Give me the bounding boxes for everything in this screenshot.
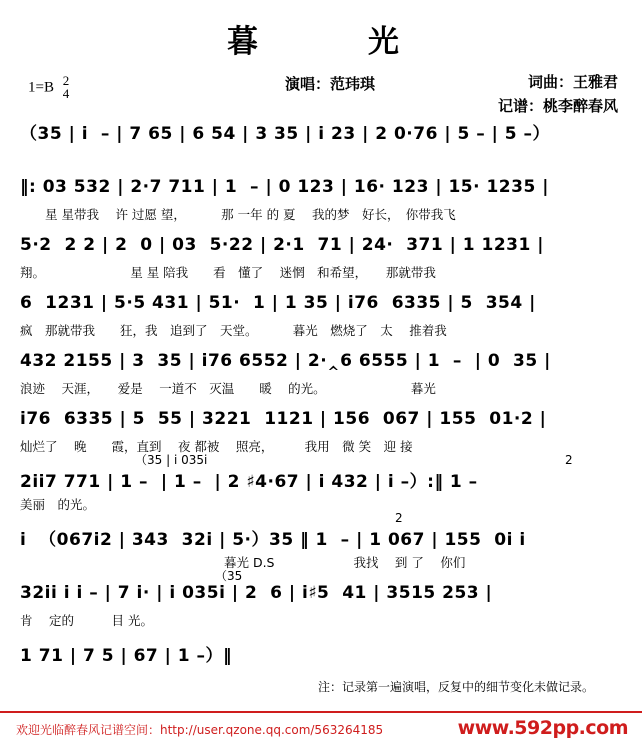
key-label: 1= bbox=[28, 79, 44, 96]
time-signature bbox=[63, 74, 70, 100]
footer-site-logo: www.592pp.com bbox=[457, 717, 628, 739]
notation-row: 432 2155 | 3 35 | i76 6552 | 2·‸6 6555 | 1 – | 0 35 | bbox=[20, 351, 551, 371]
music-line bbox=[20, 351, 622, 409]
repeat-annotation: （35 bbox=[215, 569, 243, 583]
notation-row: i76 6335 | 5 55 | 3221 1121 | 156 067 | 155 01·2 | bbox=[20, 409, 547, 429]
music-line bbox=[20, 293, 622, 351]
volta-number: 2 bbox=[395, 511, 403, 525]
lyrics-row: 灿烂了 晚 霞，直到 夜 都被 照亮， 我用 微 笑 迎 接 bbox=[20, 439, 413, 454]
footer-bar bbox=[0, 711, 642, 747]
lyrics-row: 肯 定的 目 光。 bbox=[20, 613, 153, 628]
performance-note: 注：记录第一遍演唱，反复中的细节变化未做记录。 bbox=[318, 680, 595, 694]
key-value: B bbox=[43, 79, 54, 96]
notation-row: 32ii i i – | 7 i· | i 035i | 2 6 | i♯5 41 | 3515 253 | bbox=[20, 583, 493, 603]
music-line bbox=[20, 235, 622, 293]
notation-row: 1 71 | 7 5 | 67 | 1 –）‖ bbox=[20, 646, 233, 666]
writer-credit: 词曲：王雅君 bbox=[527, 73, 618, 91]
notation-row: i （067i2 | 343 32i | 5·）35 ‖ 1 – | 1 067 | 155 0i i bbox=[20, 530, 526, 550]
repeat-annotation: （35 | i 035i bbox=[135, 453, 208, 467]
footer-welcome-text: 欢迎光临醉春风记谱空间：http://user.qzone.qq.com/563264185 bbox=[16, 723, 384, 737]
credits-block bbox=[0, 61, 642, 119]
notation-row: （35 | i – | 7 65 | 6 54 | 3 35 | i 23 | 2 0·76 | 5 – | 5 –） bbox=[20, 124, 550, 144]
music-line bbox=[20, 511, 622, 583]
lyrics-row: 星 星带我 许 过愿 望， 那 一年 的 夏 我的梦 好长， 你带我飞 bbox=[20, 207, 456, 222]
notation-row: 5·2 2 2 | 2 0 | 03 5·22 | 2·1 71 | 24· 371 | 1 1231 | bbox=[20, 235, 544, 255]
notator-credit: 记谱：桃李醉春风 bbox=[497, 97, 618, 115]
lyrics-row: 疯 那就带我 狂，我 追到了 天堂。 暮光 燃烧了 太 推着我 bbox=[20, 323, 447, 338]
music-line bbox=[20, 569, 622, 641]
lyrics-row: 浪迹 天涯， 爱是 一道不 灭温 暖 的光。 暮光 bbox=[20, 381, 436, 396]
music-line bbox=[20, 409, 622, 467]
music-line bbox=[20, 119, 622, 177]
meter-numerator: 2 bbox=[62, 73, 70, 88]
volta-number: 2 bbox=[565, 453, 573, 467]
notation-row: 2ii7 771 | 1 – | 1 – | 2 ♯4·67 | i 432 | i –）:‖ 1 – bbox=[20, 472, 478, 492]
page-title: 暮 光 bbox=[227, 24, 415, 60]
lyrics-row: 美丽 的光。 bbox=[20, 497, 96, 512]
notation-row: 6 1231 | 5·5 431 | 51· 1 | 1 35 | i76 6335 | 5 354 | bbox=[20, 293, 536, 313]
music-line bbox=[20, 453, 622, 525]
key-signature bbox=[28, 75, 69, 101]
lyrics-row: 翔。 星 星 陪我 看 懂了 迷惘 和希望， 那就带我 bbox=[20, 265, 436, 280]
lyrics-row: 暮光 D.S 我找 到 了 你们 bbox=[20, 555, 466, 570]
singer-credit: 演唱：范玮琪 bbox=[285, 75, 376, 93]
music-line bbox=[20, 177, 622, 235]
meter-denominator: 4 bbox=[62, 86, 70, 101]
notation-row: ‖: 03 532 | 2·7 711 | 1 – | 0 123 | 16· 123 | 15· 1235 | bbox=[20, 177, 549, 197]
